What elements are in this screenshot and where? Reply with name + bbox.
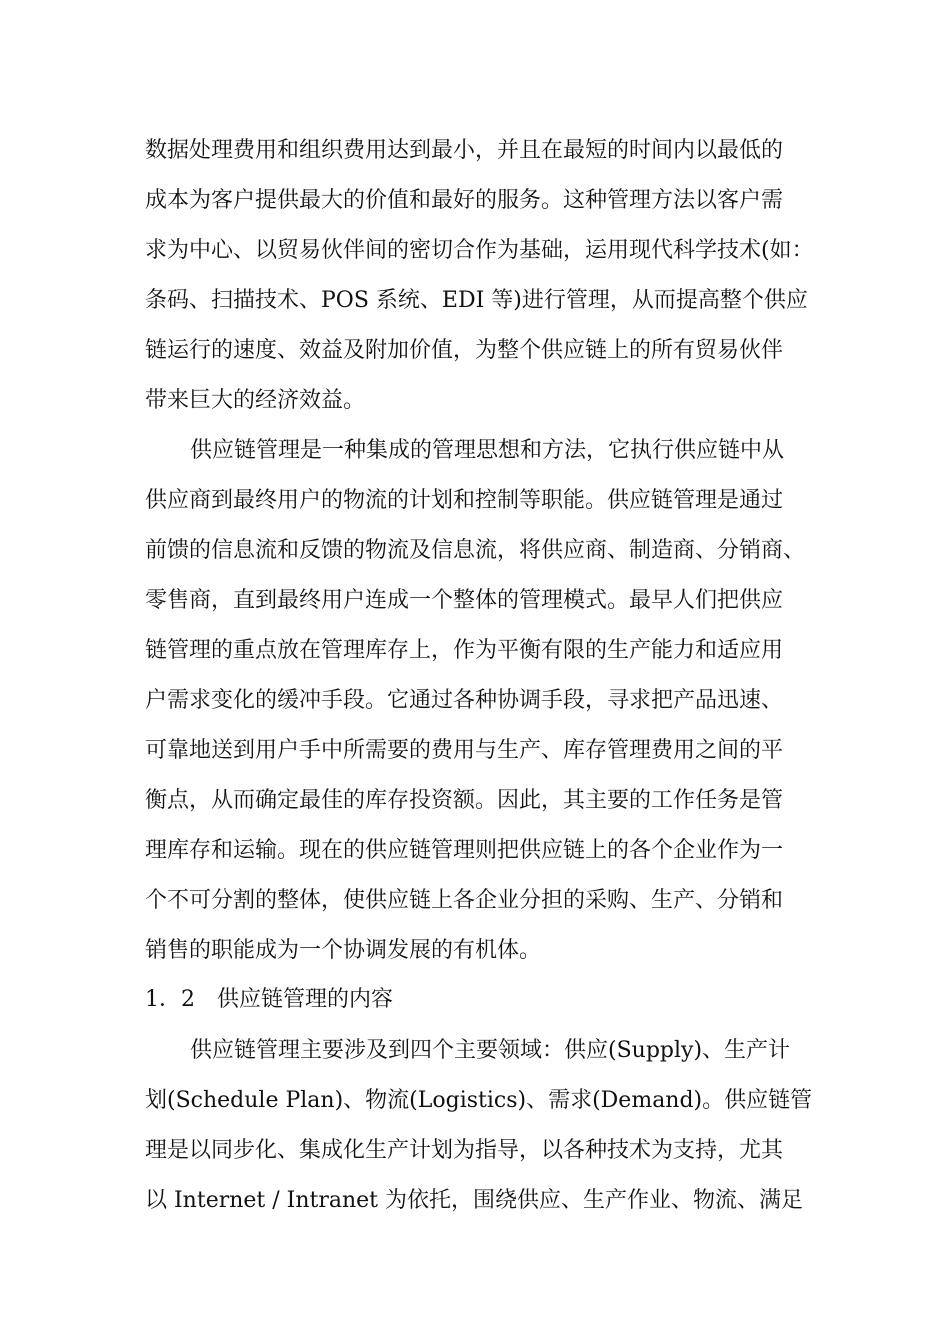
paragraph-2-line-7: 可靠地送到用户手中所需要的费用与生产、库存管理费用之间的平 — [145, 738, 784, 763]
paragraph-2-line-5: 链管理的重点放在管理库存上，作为平衡有限的生产能力和适应用 — [145, 638, 784, 663]
paragraph-2-line-11: 销售的职能成为一个协调发展的有机体。 — [145, 938, 542, 963]
paragraph-2-line-9: 理库存和运输。现在的供应链管理则把供应链上的各个企业作为一 — [145, 838, 784, 863]
paragraph-1-line-2: 成本为客户提供最大的价值和最好的服务。这种管理方法以客户需 — [145, 188, 784, 213]
paragraph-2-line-1: 供应链管理是一种集成的管理思想和方法，它执行供应链中从 — [190, 438, 785, 463]
paragraph-2-line-3: 前馈的信息流和反馈的物流及信息流，将供应商、制造商、分销商、 — [145, 538, 806, 563]
paragraph-2-line-2: 供应商到最终用户的物流的计划和控制等职能。供应链管理是通过 — [145, 488, 784, 513]
paragraph-3-line-3: 理是以同步化、集成化生产计划为指导，以各种技术为支持，尤其 — [145, 1138, 784, 1163]
paragraph-3-line-4: 以 Internet / Intranet 为依托，围绕供应、生产作业、物流、满足 — [145, 1188, 804, 1213]
paragraph-1-line-3: 求为中心、以贸易伙伴间的密切合作为基础，运用现代科学技术(如： — [145, 238, 814, 263]
section-heading: 1．2 供应链管理的内容 — [145, 987, 393, 1012]
paragraph-1-line-4: 条码、扫描技术、POS 系统、EDI 等)进行管理，从而提高整个供应 — [145, 288, 808, 313]
paragraph-1-line-5: 链运行的速度、效益及附加价值，为整个供应链上的所有贸易伙伴 — [145, 338, 784, 363]
paragraph-2-line-10: 个不可分割的整体，使供应链上各企业分担的采购、生产、分销和 — [145, 888, 784, 913]
paragraph-3-line-1: 供应链管理主要涉及到四个主要领域：供应(Supply)、生产计 — [190, 1038, 791, 1063]
paragraph-2-line-8: 衡点，从而确定最佳的库存投资额。因此，其主要的工作任务是管 — [145, 788, 784, 813]
paragraph-2-line-4: 零售商，直到最终用户连成一个整体的管理模式。最早人们把供应 — [145, 588, 784, 613]
paragraph-2-line-6: 户需求变化的缓冲手段。它通过各种协调手段，寻求把产品迅速、 — [145, 688, 784, 713]
paragraph-3-line-2: 划(Schedule Plan)、物流(Logistics)、需求(Demand)。供应链管 — [145, 1088, 813, 1113]
paragraph-1-line-1: 数据处理费用和组织费用达到最小，并且在最短的时间内以最低的 — [145, 138, 784, 163]
paragraph-1-line-6: 带来巨大的经济效益。 — [145, 388, 366, 413]
